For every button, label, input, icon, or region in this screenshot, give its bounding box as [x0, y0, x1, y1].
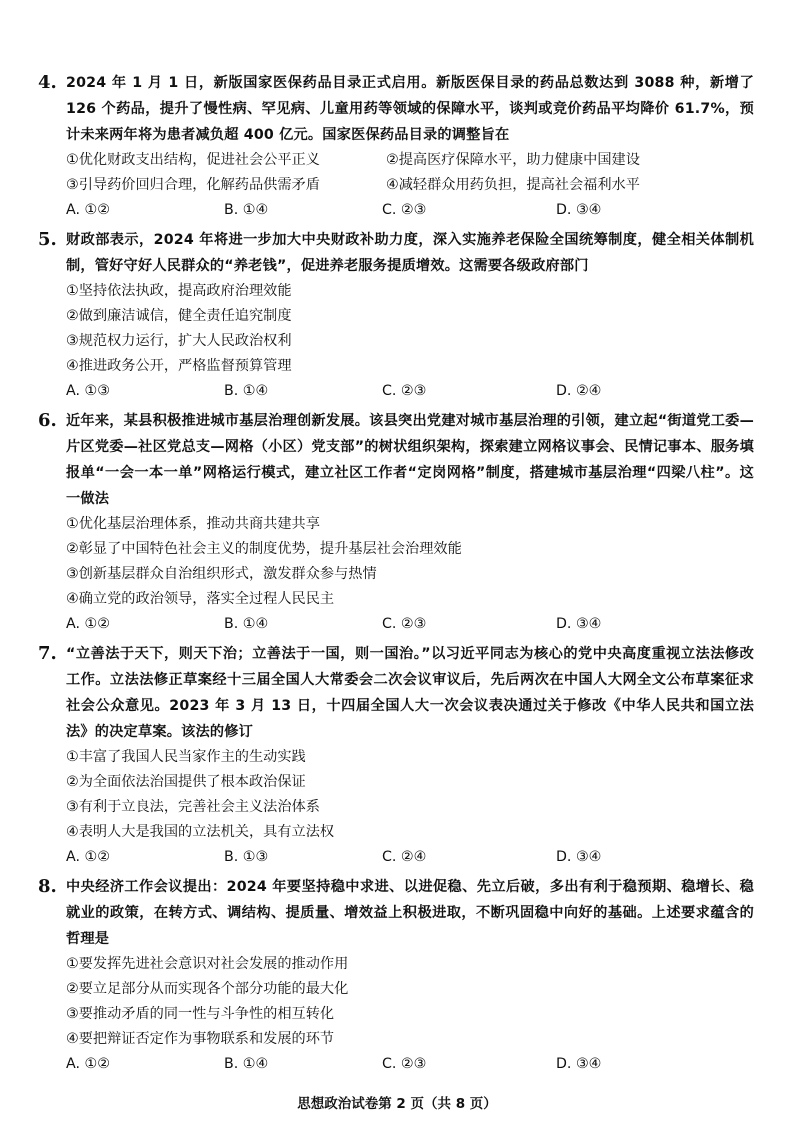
option-grid [66, 148, 754, 198]
answer-c[interactable]: C. ②③ [382, 1056, 427, 1072]
option-1: ①要发挥先进社会意识对社会发展的推动作用 [66, 956, 349, 972]
question-stem: 近年来，某县积极推进城市基层治理创新发展。该县突出党建对城市基层治理的引领，建立起“街道党工委—片区党委—社区党总支—网格（小区）党支部”的树状组织架构，探索建立网格议事会、民情记事本、服务填报单“一会一本一单”网格运行模式，建立社区工作者“定岗网格”制度，搭建城市基层治理“四梁八柱”。这一做法 [66, 413, 754, 507]
option-1: ①优化财政支出结构，促进社会公平正义 [66, 152, 320, 168]
answer-choices [66, 379, 754, 404]
question-stem: 中央经济工作会议提出：2024 年要坚持稳中求进、以进促稳、先立后破，多出有利于稳预期、稳增长、稳就业的政策，在转方式、调结构、提质量、增效益上积极进取，不断巩固稳中向好的基础。上述要求蕴含的哲理是 [66, 879, 754, 947]
answer-a[interactable]: A. ①② [66, 202, 110, 218]
option-3: ③创新基层群众自治组织形式，激发群众参与热情 [66, 566, 377, 582]
option-4: ④减轻群众用药负担，提高社会福利水平 [386, 177, 640, 193]
answer-b[interactable]: B. ①④ [224, 1056, 269, 1072]
answer-d[interactable]: D. ③④ [556, 616, 602, 632]
option-4: ④推进政务公开，严格监督预算管理 [66, 358, 292, 374]
answer-b[interactable]: B. ①④ [224, 202, 269, 218]
question-number: 5. [38, 229, 57, 250]
answer-choices [66, 612, 754, 637]
option-1: ①坚持依法执政，提高政府治理效能 [66, 283, 292, 299]
answer-c[interactable]: C. ②③ [382, 202, 427, 218]
answer-d[interactable]: D. ②④ [556, 383, 602, 399]
question-number: 7. [38, 643, 57, 664]
answer-d[interactable]: D. ③④ [556, 849, 602, 865]
answer-c[interactable]: C. ②③ [382, 383, 427, 399]
question-number: 6. [38, 410, 57, 431]
answer-choices [66, 1052, 754, 1077]
answer-a[interactable]: A. ①② [66, 849, 110, 865]
option-2: ②做到廉洁诚信，健全责任追究制度 [66, 308, 292, 324]
answer-choices [66, 845, 754, 870]
option-3: ③要推动矛盾的同一性与斗争性的相互转化 [66, 1006, 335, 1022]
question-8 [38, 874, 754, 1077]
answer-a[interactable]: A. ①② [66, 616, 110, 632]
question-7 [38, 641, 754, 870]
answer-c[interactable]: C. ②④ [382, 849, 427, 865]
option-list [66, 512, 754, 612]
answer-choices [66, 198, 754, 223]
question-6 [38, 408, 754, 637]
option-2: ②提高医疗保障水平，助力健康中国建设 [386, 152, 640, 168]
answer-d[interactable]: D. ③④ [556, 1056, 602, 1072]
answer-c[interactable]: C. ②③ [382, 616, 427, 632]
option-3: ③规范权力运行，扩大人民政治权利 [66, 333, 292, 349]
question-number: 4. [38, 72, 57, 93]
answer-b[interactable]: B. ①③ [224, 849, 269, 865]
option-1: ①丰富了我国人民当家作主的生动实践 [66, 749, 306, 765]
question-stem: 2024 年 1 月 1 日，新版国家医保药品目录正式启用。新版医保目录的药品总数达到 3088 种，新增了 126 个药品，提升了慢性病、罕见病、儿童用药等领域的保障水平，谈判或竞价药品平均降价 61.7%，预计未来两年将为患者减负超 400 亿元。国家医保药品目录的调整旨在 [66, 75, 754, 143]
option-4: ④表明人大是我国的立法机关，具有立法权 [66, 824, 335, 840]
option-2: ②要立足部分从而实现各个部分功能的最大化 [66, 981, 349, 997]
option-2: ②为全面依法治国提供了根本政治保证 [66, 774, 306, 790]
question-stem: 财政部表示，2024 年将进一步加大中央财政补助力度，深入实施养老保险全国统筹制度，健全相关体制机制，管好守好人民群众的“养老钱”，促进养老服务提质增效。这需要各级政府部门 [66, 232, 754, 274]
option-1: ①优化基层治理体系，推动共商共建共享 [66, 516, 320, 532]
option-3: ③有利于立良法，完善社会主义法治体系 [66, 799, 320, 815]
option-4: ④要把辩证否定作为事物联系和发展的环节 [66, 1031, 335, 1047]
option-list [66, 952, 754, 1052]
option-list [66, 745, 754, 845]
question-5 [38, 227, 754, 404]
answer-b[interactable]: B. ①④ [224, 616, 269, 632]
answer-b[interactable]: B. ①④ [224, 383, 269, 399]
answer-d[interactable]: D. ③④ [556, 202, 602, 218]
option-3: ③引导药价回归合理，化解药品供需矛盾 [66, 177, 320, 193]
option-list [66, 279, 754, 379]
question-number: 8. [38, 876, 57, 897]
question-stem: “立善法于天下，则天下治；立善法于一国，则一国治。”以习近平同志为核心的党中央高度重视立法法修改工作。立法法修正草案经十三届全国人大常委会二次会议审议后，先后两次在中国人大网全文公布草案征求社会公众意见。2023 年 3 月 13 日，十四届全国人大一次会议表决通过关于修改《中华人民共和国立法法》的决定草案。该法的修订 [66, 646, 754, 740]
option-2: ②彰显了中国特色社会主义的制度优势，提升基层社会治理效能 [66, 541, 462, 557]
page-footer: 思想政治试卷第 2 页（共 8 页） [297, 1096, 497, 1112]
answer-a[interactable]: A. ①② [66, 1056, 110, 1072]
question-4 [38, 70, 754, 223]
option-4: ④确立党的政治领导，落实全过程人民民主 [66, 591, 335, 607]
answer-a[interactable]: A. ①③ [66, 383, 110, 399]
